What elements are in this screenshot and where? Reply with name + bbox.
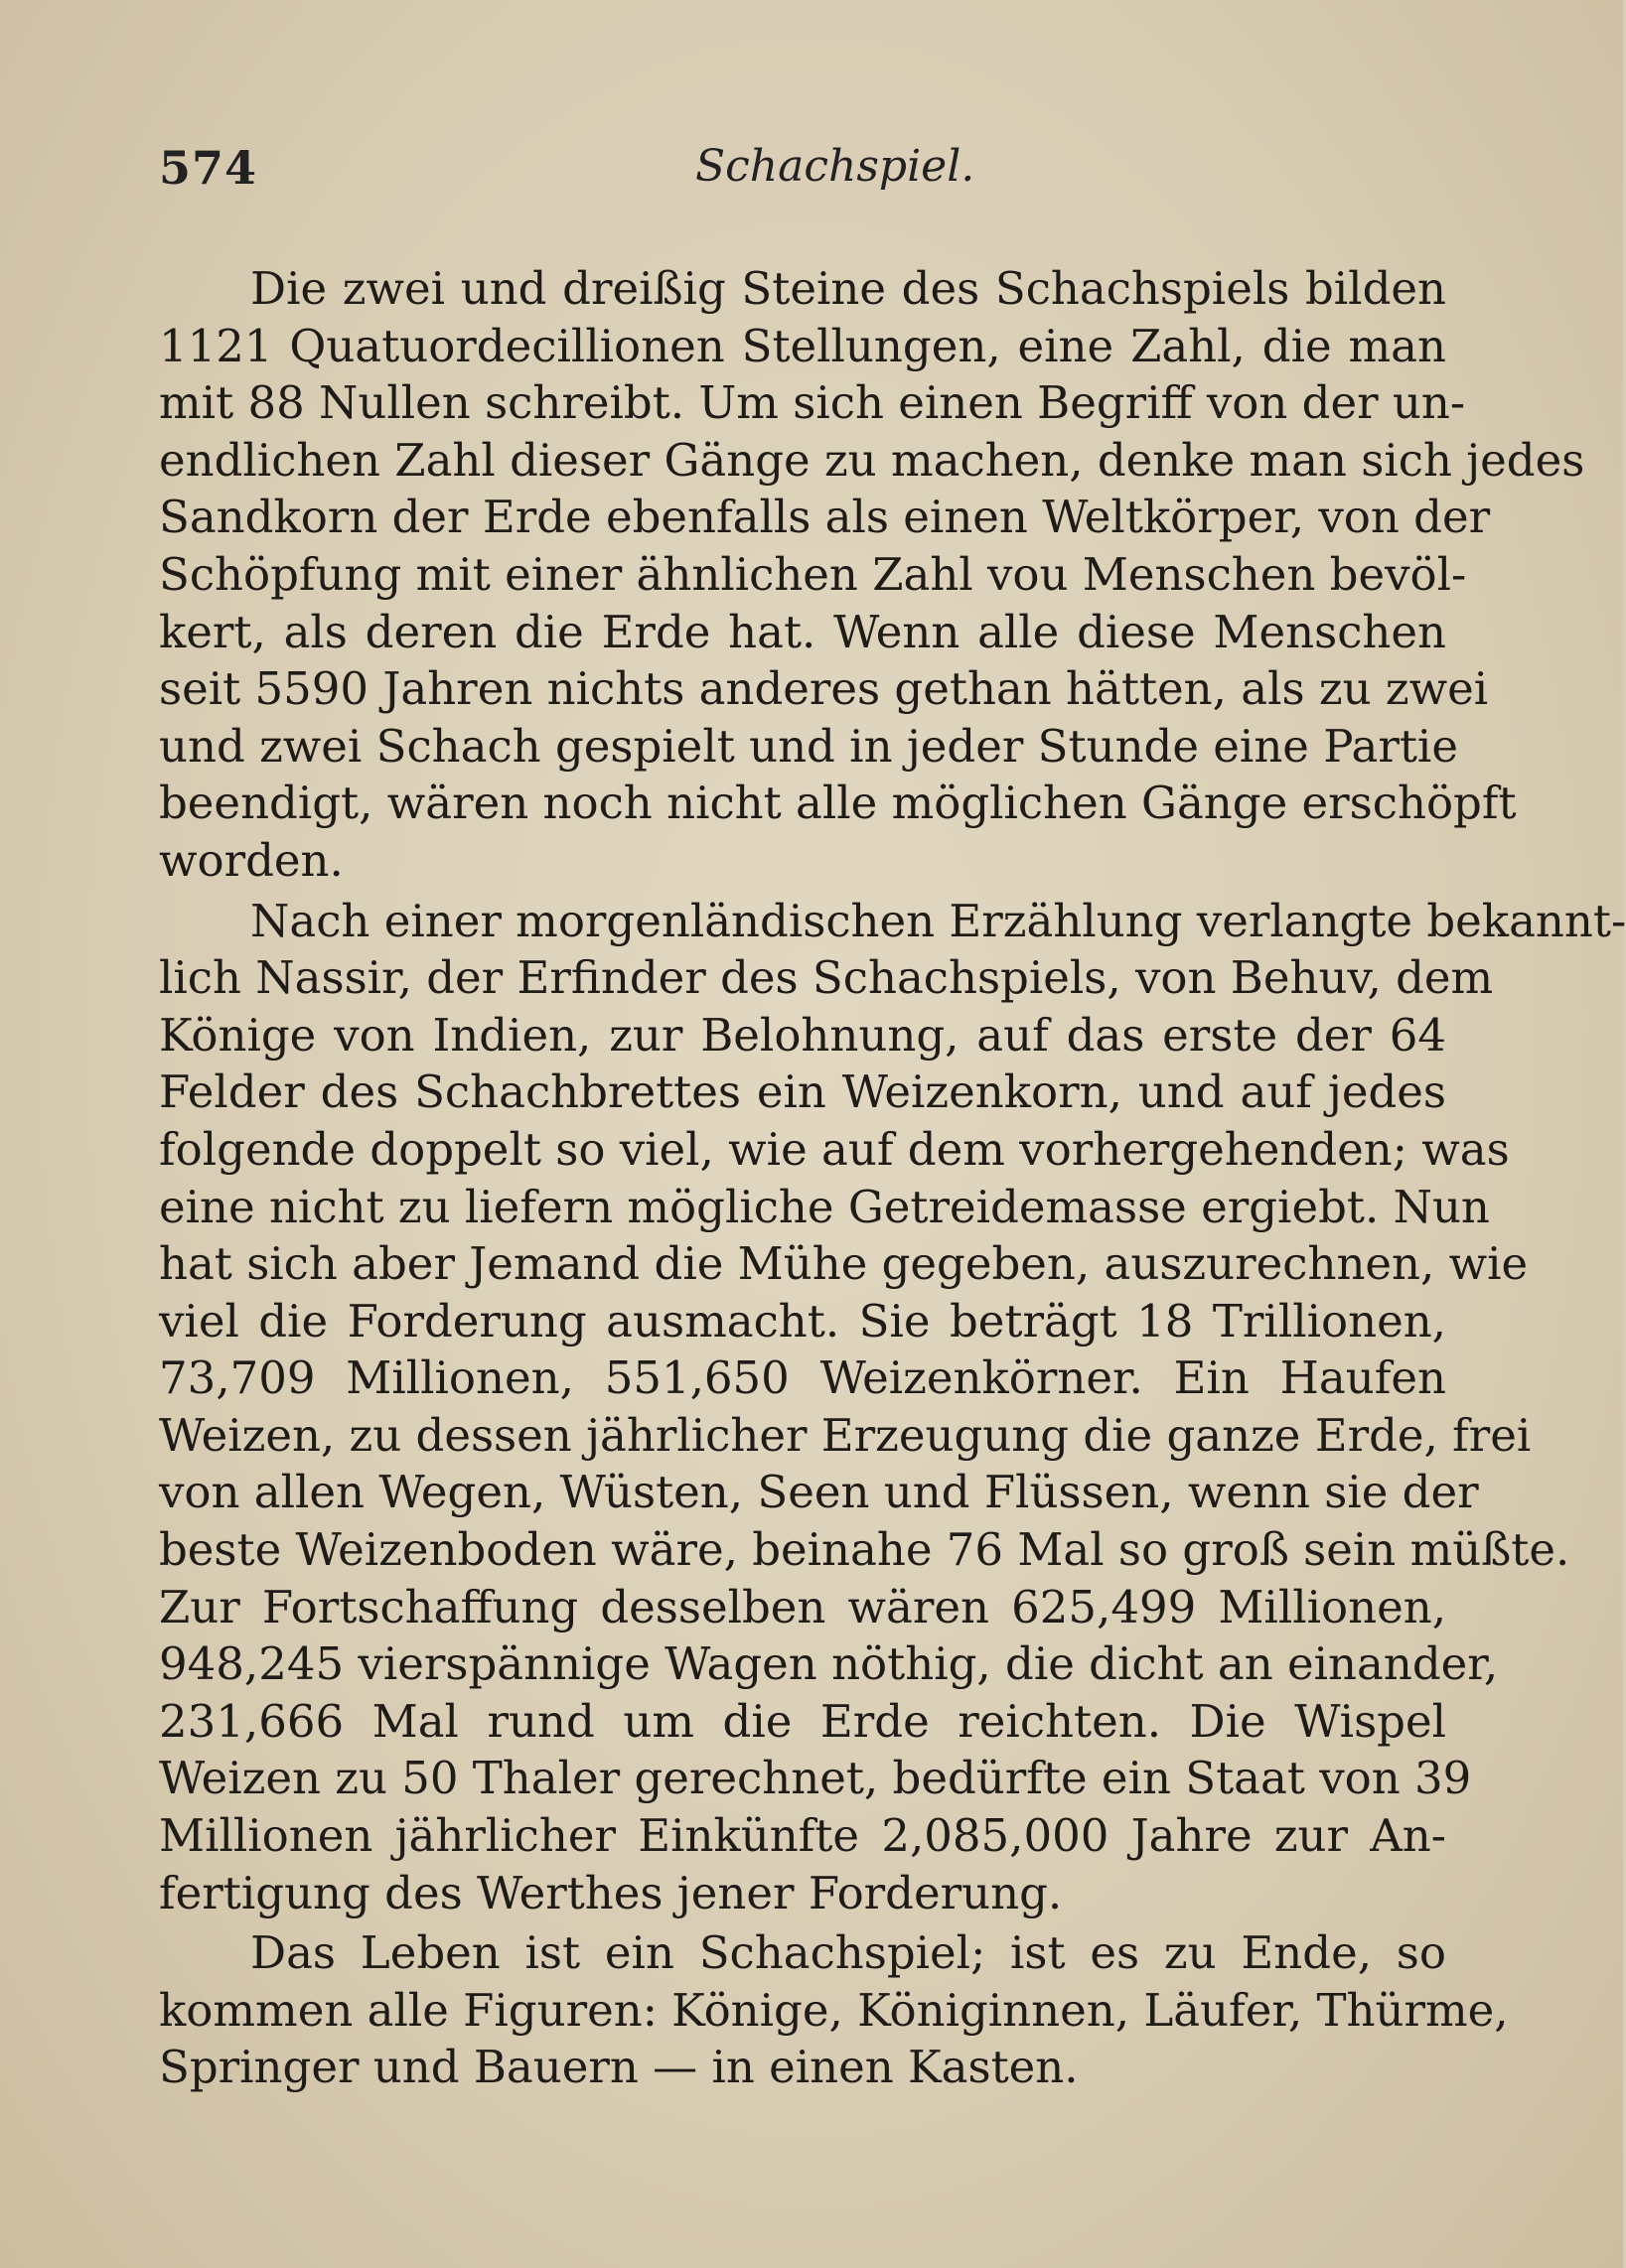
text-line: 948,245 vierspännige Wagen nöthig, die dicht an einander, — [159, 1637, 1499, 1691]
text-line: eine nicht zu liefern mögliche Getreidemasse ergiebt. Nun — [159, 1180, 1490, 1233]
text-line: Die zwei und dreißig Steine des Schachspiels bilden — [250, 262, 1446, 315]
text-line: Schöpfung mit einer ähnlichen Zahl vou Menschen bevöl- — [159, 547, 1467, 601]
text-line: 231,666 Mal rund um die Erde reichten. Die Wispel — [159, 1694, 1446, 1748]
text-line: fertigung des Werthes jener Forderung. — [159, 1866, 1063, 1919]
text-line: Zur Fortschaffung desselben wären 625,499 Millionen, — [159, 1580, 1446, 1633]
text-line: Könige von Indien, zur Belohnung, auf das erste der 64 — [159, 1008, 1446, 1062]
text-line: Nach einer morgenländischen Erzählung verlangte bekannt- — [250, 894, 1626, 947]
paragraph-2 — [159, 893, 1626, 1922]
text-line: mit 88 Nullen schreibt. Um sich einen Begriff von der un- — [159, 376, 1466, 430]
text-line: Sandkorn der Erde ebenfalls als einen Weltkörper, von der — [159, 491, 1491, 544]
running-title: Schachspiel. — [695, 141, 975, 192]
text-line: beendigt, wären noch nicht alle möglichen Gänge erschöpft — [159, 777, 1517, 830]
page-number: 574 — [159, 141, 258, 195]
text-line: hat sich aber Jemand die Mühe gegeben, auszurechnen, wie — [159, 1237, 1529, 1291]
text-line: folgende doppelt so viel, wie auf dem vorhergehenden; was — [159, 1122, 1510, 1176]
text-line: kommen alle Figuren: Könige, Königinnen, Läufer, Thürme, — [159, 1983, 1509, 2037]
text-line: kert, als deren die Erde hat. Wenn alle diese Menschen — [159, 605, 1446, 658]
text-line: viel die Forderung ausmacht. Sie beträgt 18 Trillionen, — [159, 1294, 1446, 1347]
text-line: Das Leben ist ein Schachspiel; ist es zu Ende, so — [250, 1926, 1446, 1980]
text-line: Springer und Bauern — in einen Kasten. — [159, 2041, 1079, 2094]
paragraph-1 — [159, 260, 1585, 890]
text-line: endlichen Zahl dieser Gänge zu machen, denke man sich jedes — [159, 433, 1585, 487]
text-line: Felder des Schachbrettes ein Weizenkorn, und auf jedes — [159, 1065, 1446, 1119]
page-header — [159, 141, 1446, 201]
text-line: Weizen, zu dessen jährlicher Erzeugung die ganze Erde, frei — [159, 1408, 1532, 1462]
text-line: worden. — [159, 833, 344, 887]
text-line: Weizen zu 50 Thaler gerechnet, bedürfte ein Staat von 39 — [159, 1752, 1472, 1805]
text-line: lich Nassir, der Erfinder des Schachspiels, von Behuv, dem — [159, 951, 1494, 1005]
paragraph-3 — [159, 1924, 1509, 2096]
text-line: beste Weizenboden wäre, beinahe 76 Mal so groß sein müßte. — [159, 1523, 1570, 1577]
text-line: von allen Wegen, Wüsten, Seen und Flüssen, wenn sie der — [159, 1466, 1479, 1519]
body-text — [159, 260, 1626, 2099]
text-line: 1121 Quatuordecillionen Stellungen, eine Zahl, die man — [159, 319, 1446, 372]
text-line: seit 5590 Jahren nichts anderes gethan hätten, als zu zwei — [159, 662, 1489, 716]
text-line: Millionen jährlicher Einkünfte 2,085,000 Jahre zur An- — [159, 1809, 1446, 1863]
text-line: 73,709 Millionen, 551,650 Weizenkörner. Ein Haufen — [159, 1351, 1446, 1405]
text-line: und zwei Schach gespielt und in jeder Stunde eine Partie — [159, 719, 1458, 773]
